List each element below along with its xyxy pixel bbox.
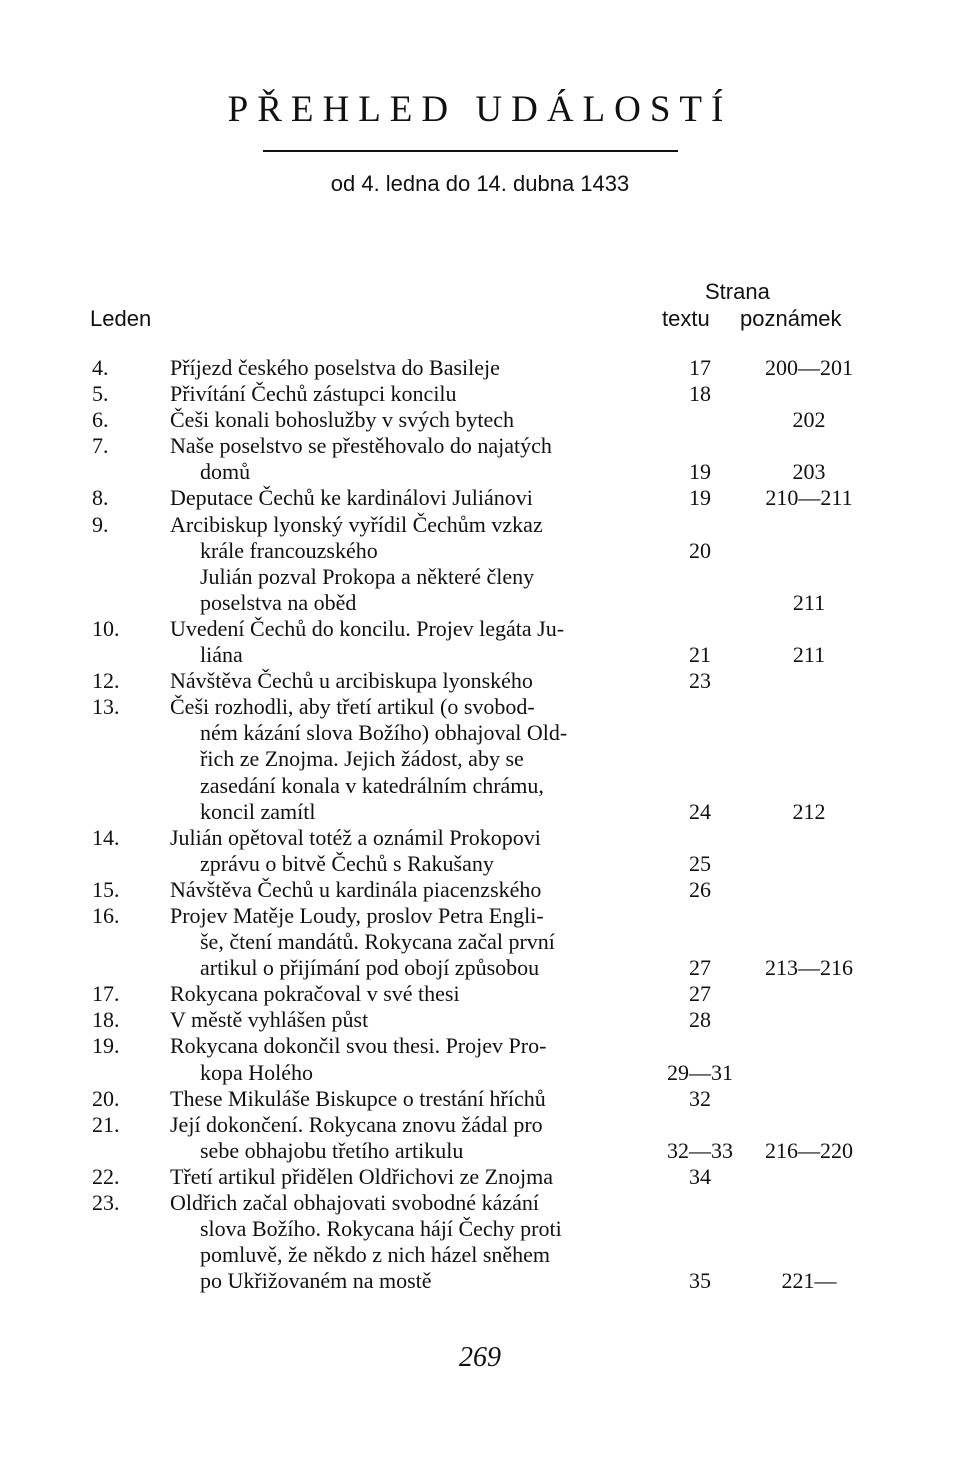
item-description: zasedání konala v katedrálním chrámu, <box>200 772 544 798</box>
item-description: Oldřich začal obhajovati svobodné kázání <box>170 1190 539 1215</box>
list-item-continuation <box>0 929 960 955</box>
list-item <box>0 981 960 1007</box>
item-day-number: 9. <box>92 511 109 537</box>
column-header-textu: textu <box>662 306 710 331</box>
item-notes-page: 216—220 <box>765 1137 853 1163</box>
list-item-continuation <box>0 1060 960 1086</box>
list-item <box>0 485 960 511</box>
list-item <box>0 407 960 433</box>
item-day-number: 13. <box>92 694 120 720</box>
item-text-page: 32—33 <box>667 1137 733 1163</box>
list-item <box>0 1007 960 1033</box>
item-text-page: 29—31 <box>667 1059 733 1085</box>
list-item-continuation <box>0 720 960 746</box>
item-description: Přivítání Čechů zástupci koncilu <box>170 381 457 407</box>
column-header-strana: Strana <box>705 279 770 304</box>
list-item <box>0 903 960 929</box>
item-description: V městě vyhlášen půst <box>170 1007 369 1033</box>
item-description: Julián opětoval totéž a oznámil Prokopovi <box>170 824 541 850</box>
item-notes-page: 211 <box>792 589 826 615</box>
item-description: liána <box>200 642 243 668</box>
item-description: zprávu o bitvě Čechů s Rakušany <box>200 850 494 876</box>
item-description: po Ukřižovaném na mostě <box>200 1268 432 1294</box>
item-day-number: 5. <box>92 381 109 407</box>
list-item-continuation <box>0 955 960 981</box>
item-description: Naše poselstvo se přestěhovalo do najatých <box>170 433 552 459</box>
item-description: Julián pozval Prokopa a některé členy <box>200 563 535 589</box>
item-description: Arcibiskup lyonský vyřídil Čechům vzkaz <box>170 511 543 537</box>
item-day-number: 16. <box>92 902 120 928</box>
list-item-continuation <box>0 538 960 564</box>
item-text-page: 27 <box>689 981 711 1007</box>
item-day-number: 20. <box>92 1085 120 1111</box>
month-heading: Leden <box>90 306 152 331</box>
item-text-page: 34 <box>689 1163 711 1189</box>
item-description: kopa Holého <box>200 1059 314 1085</box>
item-day-number: 23. <box>92 1190 120 1215</box>
list-item-continuation <box>0 459 960 485</box>
item-description: krále francouzského <box>200 537 378 563</box>
item-description: Deputace Čechů ke kardinálovi Juliánovi <box>170 485 533 511</box>
item-description: Příjezd českého poselstva do Basileje <box>170 355 500 380</box>
list-item-continuation <box>0 590 960 616</box>
item-description: ném kázání slova Božího) obhajoval Old- <box>200 720 568 746</box>
item-description: Uvedení Čechů do koncilu. Projev legáta Ju- <box>170 615 565 641</box>
list-item <box>0 355 960 381</box>
item-description: poselstva na oběd <box>200 589 357 615</box>
list-item-continuation <box>0 1242 960 1268</box>
list-item-continuation <box>0 773 960 799</box>
item-description: slova Božího. Rokycana hájí Čechy proti <box>200 1216 562 1242</box>
list-item-continuation <box>0 851 960 877</box>
item-text-page: 24 <box>689 798 711 824</box>
list-item-continuation <box>0 799 960 825</box>
item-day-number: 8. <box>92 485 109 511</box>
item-text-page: 32 <box>689 1085 711 1111</box>
list-item-continuation <box>0 1268 960 1294</box>
item-text-page: 26 <box>689 876 711 902</box>
events-list <box>0 355 960 1294</box>
list-item-continuation <box>0 564 960 590</box>
item-notes-page: 202 <box>792 407 826 433</box>
list-item <box>0 694 960 720</box>
item-text-page: 20 <box>689 537 711 563</box>
item-text-page: 21 <box>689 642 711 668</box>
list-item-continuation <box>0 1138 960 1164</box>
item-day-number: 6. <box>92 407 109 433</box>
list-item <box>0 381 960 407</box>
page-title: PŘEHLED UDÁLOSTÍ <box>227 89 733 130</box>
item-description: Češi rozhodli, aby třetí artikul (o svobod- <box>170 694 535 720</box>
item-day-number: 7. <box>92 433 109 459</box>
item-text-page: 23 <box>689 668 711 694</box>
list-item <box>0 512 960 538</box>
list-item <box>0 1112 960 1138</box>
list-item <box>0 877 960 903</box>
list-item-continuation <box>0 746 960 772</box>
item-description: še, čtení mandátů. Rokycana začal první <box>200 929 555 955</box>
item-day-number: 22. <box>92 1163 120 1189</box>
item-description: Češi konali bohoslužby v svých bytech <box>170 407 515 433</box>
list-item <box>0 616 960 642</box>
item-notes-page: 211 <box>792 642 826 668</box>
item-description: pomluvě, že někdo z nich házel sněhem <box>200 1242 551 1268</box>
item-day-number: 14. <box>92 824 120 850</box>
item-day-number: 18. <box>92 1007 120 1033</box>
item-description: Její dokončení. Rokycana znovu žádal pro <box>170 1111 543 1137</box>
list-item-continuation <box>0 1216 960 1242</box>
item-day-number: 10. <box>92 615 120 641</box>
list-item <box>0 1086 960 1112</box>
item-day-number: 4. <box>92 355 109 380</box>
item-description: Rokycana pokračoval v své thesi <box>170 981 460 1007</box>
item-day-number: 12. <box>92 668 120 694</box>
item-description: sebe obhajobu třetího artikulu <box>200 1137 464 1163</box>
item-day-number: 17. <box>92 981 120 1007</box>
list-item-continuation <box>0 642 960 668</box>
page-number: 269 <box>459 1342 501 1373</box>
item-text-page: 35 <box>689 1268 711 1294</box>
item-notes-page: 210—211 <box>765 485 853 511</box>
item-text-page: 27 <box>689 955 711 981</box>
list-item <box>0 825 960 851</box>
item-description: Návštěva Čechů u arcibiskupa lyonského <box>170 668 533 694</box>
item-description: koncil zamítl <box>200 798 316 824</box>
title-rule <box>263 150 678 152</box>
list-item <box>0 668 960 694</box>
item-notes-page: 221— <box>781 1268 837 1294</box>
item-text-page: 17 <box>689 355 711 380</box>
item-notes-page: 200—201 <box>765 355 853 380</box>
item-text-page: 25 <box>689 850 711 876</box>
list-item <box>0 1164 960 1190</box>
item-text-page: 19 <box>689 459 711 485</box>
item-description: Projev Matěje Loudy, proslov Petra Engli- <box>170 902 544 928</box>
column-header-poznamek: poznámek <box>740 306 842 331</box>
item-text-page: 28 <box>689 1007 711 1033</box>
list-item <box>0 433 960 459</box>
item-text-page: 19 <box>689 485 711 511</box>
date-range-subtitle: od 4. ledna do 14. dubna 1433 <box>330 171 630 196</box>
item-notes-page: 203 <box>792 459 826 485</box>
list-item <box>0 1190 960 1216</box>
item-day-number: 21. <box>92 1111 120 1137</box>
item-description: domů <box>200 459 251 485</box>
item-description: Návštěva Čechů u kardinála piacenzského <box>170 876 542 902</box>
list-item <box>0 1033 960 1059</box>
item-description: These Mikuláše Biskupce o trestání hříchů <box>170 1085 546 1111</box>
item-description: řich ze Znojma. Jejich žádost, aby se <box>200 746 524 772</box>
item-notes-page: 213—216 <box>765 955 853 981</box>
item-text-page: 18 <box>689 381 711 407</box>
item-description: Třetí artikul přidělen Oldřichovi ze Znojma <box>170 1163 554 1189</box>
item-notes-page: 212 <box>792 798 826 824</box>
item-description: artikul o přijímání pod obojí způsobou <box>200 955 540 981</box>
item-day-number: 15. <box>92 876 120 902</box>
item-description: Rokycana dokončil svou thesi. Projev Pro- <box>170 1033 547 1059</box>
item-day-number: 19. <box>92 1033 120 1059</box>
